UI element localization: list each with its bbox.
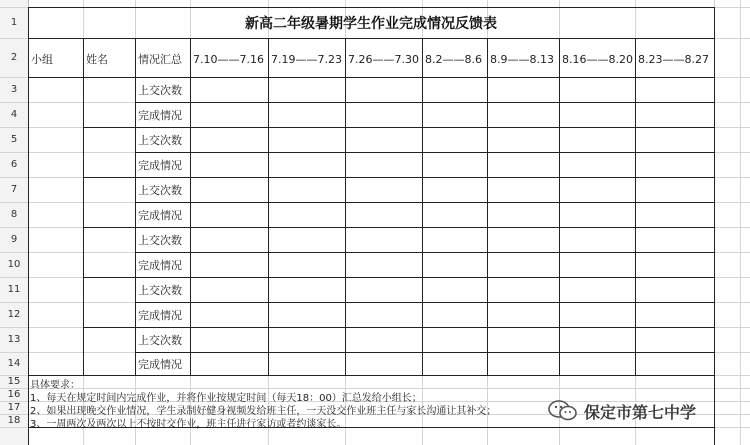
row-label-cell[interactable]: 完成情况	[138, 308, 182, 322]
sheet-title[interactable]: 新高二年级暑期学生作业完成情况反馈表	[245, 15, 497, 32]
grid-hline	[135, 227, 714, 228]
row-label-cell[interactable]: 完成情况	[138, 258, 182, 272]
grid-hline	[135, 352, 714, 353]
grid-hline	[135, 202, 714, 203]
grid-vline	[83, 38, 84, 375]
header-summary[interactable]: 情况汇总	[138, 53, 182, 66]
row-label-cell[interactable]: 完成情况	[138, 208, 182, 222]
header-week-1[interactable]: 7.10——7.16	[193, 52, 264, 66]
header-week-2[interactable]: 7.19——7.23	[271, 52, 342, 66]
grid-vline	[635, 38, 636, 375]
grid-hline	[28, 38, 714, 39]
requirement-item-1[interactable]: 1、每天在规定时间内完成作业，并将作业按规定时间（每天18：00）汇总发给小组长；	[30, 393, 422, 404]
row-number[interactable]: 14	[7, 358, 21, 369]
grid-hline	[135, 302, 714, 303]
grid-hline	[83, 375, 135, 376]
row-number[interactable]: 9	[10, 234, 18, 245]
row-number[interactable]: 6	[10, 159, 18, 170]
grid-vline	[559, 38, 560, 375]
row-number[interactable]: 18	[7, 415, 21, 426]
row-number[interactable]: 15	[7, 376, 21, 387]
header-name[interactable]: 姓名	[86, 53, 108, 66]
grid-vline	[422, 38, 423, 375]
grid-hline	[135, 152, 714, 153]
grid-vline	[714, 7, 715, 445]
row-number[interactable]: 4	[10, 109, 18, 120]
requirements-heading[interactable]: 具体要求：	[30, 380, 80, 391]
row-number[interactable]: 10	[7, 259, 21, 270]
grid-hline	[135, 252, 714, 253]
grid-vline	[345, 38, 346, 375]
requirement-item-2[interactable]: 2、如果出现晚交作业情况，学生录制好健身视频发给班主任，一天没交作业班主任与家长沟通让其补交；	[30, 406, 497, 417]
row-label-cell[interactable]: 上交次数	[138, 333, 182, 347]
grid-hline	[135, 277, 714, 278]
grid-vline	[268, 38, 269, 375]
account-watermark	[548, 396, 696, 426]
header-week-5[interactable]: 8.9——8.13	[490, 52, 554, 66]
row-number[interactable]: 5	[10, 134, 18, 145]
grid-vline	[487, 38, 488, 375]
grid-hline	[135, 102, 714, 103]
wechat-icon	[548, 399, 578, 423]
row-number[interactable]: 17	[7, 402, 21, 413]
row-number[interactable]: 16	[7, 389, 21, 400]
row-label-cell[interactable]: 上交次数	[138, 283, 182, 297]
row-number[interactable]: 12	[7, 309, 21, 320]
header-week-7[interactable]: 8.23——8.27	[638, 52, 709, 66]
row-label-cell[interactable]: 完成情况	[138, 158, 182, 172]
grid-hline	[83, 227, 135, 228]
requirement-item-3[interactable]: 3、一周两次及两次以上不按时交作业，班主任进行家访或者约谈家长。	[30, 419, 347, 430]
grid-vline	[740, 0, 741, 445]
row-number[interactable]: 13	[7, 334, 21, 345]
header-group[interactable]: 小组	[31, 53, 53, 66]
grid-hline	[28, 77, 714, 78]
grid-hline	[83, 177, 135, 178]
grid-hline	[135, 127, 714, 128]
grid-hline	[83, 327, 135, 328]
row-label-cell[interactable]: 完成情况	[138, 108, 182, 122]
row-number[interactable]: 1	[10, 17, 18, 28]
grid-vline	[28, 7, 29, 445]
row-number[interactable]: 2	[10, 52, 18, 63]
row-label-cell[interactable]: 上交次数	[138, 83, 182, 97]
row-label-cell[interactable]: 上交次数	[138, 133, 182, 147]
row-number[interactable]: 7	[10, 184, 18, 195]
row-number[interactable]: 3	[10, 84, 18, 95]
grid-vline	[135, 38, 136, 375]
watermark-text: 保定市第七中学	[584, 402, 697, 422]
row-label-cell[interactable]: 上交次数	[138, 183, 182, 197]
row-number[interactable]: 8	[10, 209, 18, 220]
header-week-6[interactable]: 8.16——8.20	[562, 52, 633, 66]
row-label-cell[interactable]: 上交次数	[138, 233, 182, 247]
row-label-cell[interactable]: 完成情况	[138, 357, 182, 371]
grid-hline	[83, 277, 135, 278]
row-number[interactable]: 11	[7, 284, 21, 295]
grid-hline	[135, 177, 714, 178]
grid-hline	[135, 327, 714, 328]
header-week-3[interactable]: 7.26——7.30	[348, 52, 419, 66]
header-week-4[interactable]: 8.2——8.6	[425, 52, 482, 66]
grid-hline	[83, 127, 135, 128]
grid-hline	[135, 375, 714, 376]
grid-vline	[190, 38, 191, 375]
